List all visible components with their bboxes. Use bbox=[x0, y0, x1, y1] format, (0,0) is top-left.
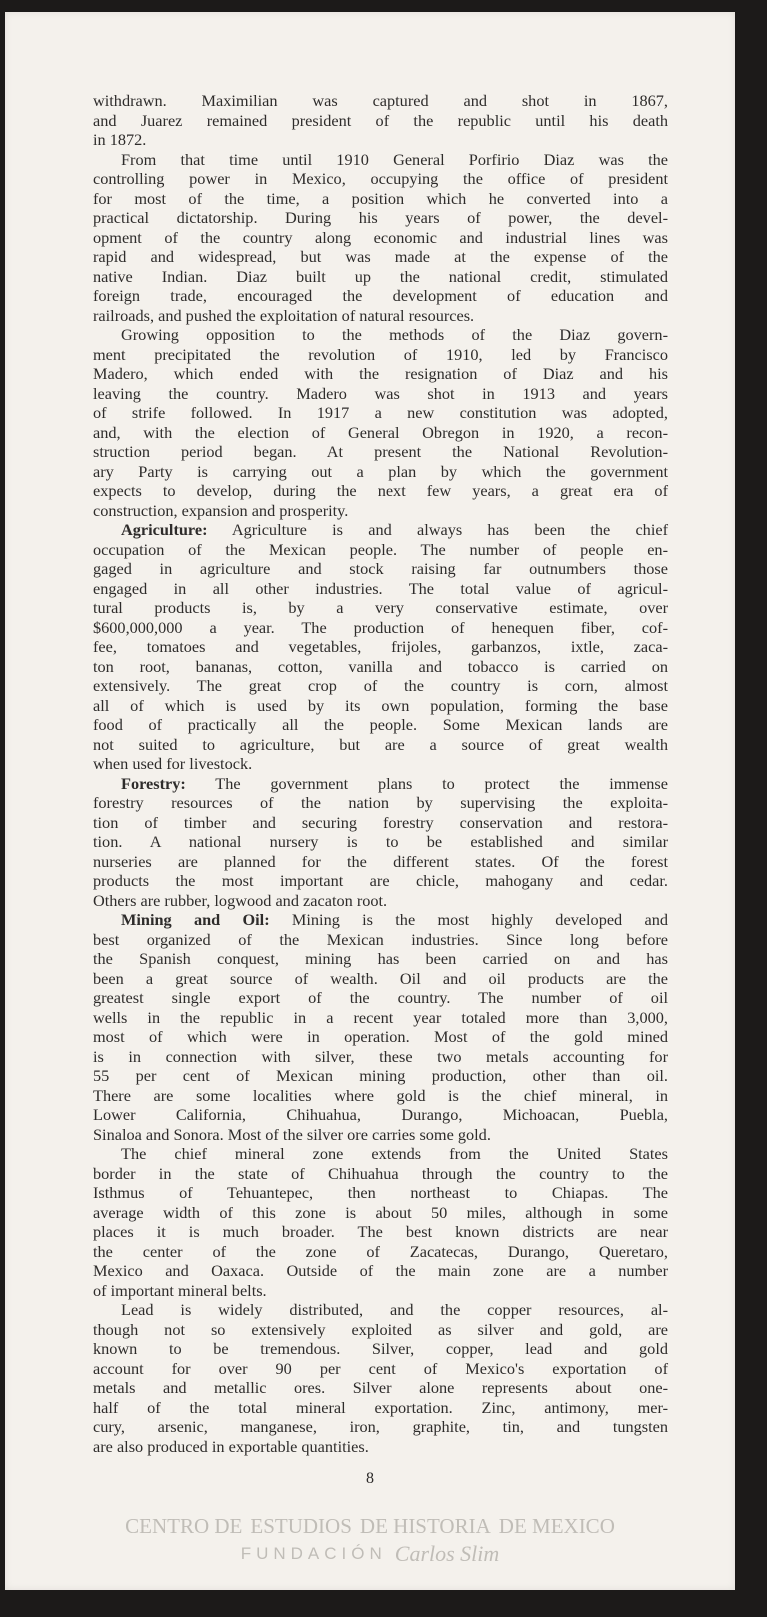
line-text: places it is much broader. The best known districts are near bbox=[93, 1222, 668, 1241]
line-text: metals and metallic ores. Silver alone represents about one- bbox=[93, 1378, 668, 1397]
text-line bbox=[93, 520, 668, 540]
text-line bbox=[93, 462, 668, 482]
text-line bbox=[93, 1417, 668, 1437]
paragraph bbox=[93, 910, 668, 1144]
line-text: railroads, and pushed the exploitation of natural resources. bbox=[93, 305, 475, 325]
line-text: construction, expansion and prosperity. bbox=[93, 500, 349, 520]
line-text: struction period began. At present the National Revolution- bbox=[93, 442, 668, 461]
line-text: controlling power in Mexico, occupying the office of president bbox=[93, 169, 668, 188]
text-line bbox=[93, 1300, 668, 1320]
text-line bbox=[93, 111, 668, 131]
text-line bbox=[93, 364, 668, 384]
paragraph bbox=[93, 774, 668, 911]
text-line bbox=[93, 1378, 668, 1398]
watermark-logo bbox=[5, 1512, 735, 1568]
text-line bbox=[93, 150, 668, 170]
text-line bbox=[93, 247, 668, 267]
text-line bbox=[93, 579, 668, 599]
text-line bbox=[93, 91, 668, 111]
text-line bbox=[93, 891, 668, 911]
text-line bbox=[93, 637, 668, 657]
line-text: tural products is, by a very conservative estimate, over bbox=[93, 598, 668, 617]
line-text: best organized of the Mexican industries. Since long before bbox=[93, 929, 668, 949]
text-line bbox=[93, 598, 668, 618]
line-text: Lead is widely distributed, and the copper resources, al- bbox=[121, 1300, 668, 1319]
line-text: occupation of the Mexican people. The number of people en- bbox=[93, 539, 668, 559]
line-text: wells in the republic in a recent year totaled more than 3,000, bbox=[93, 1007, 668, 1027]
line-text: are also produced in exportable quantities. bbox=[93, 1436, 369, 1456]
line-text: is in connection with silver, these two metals accounting for bbox=[93, 1046, 668, 1066]
line-text: Mexico and Oaxaca. Outside of the main zone are a number bbox=[93, 1261, 668, 1280]
watermark-title-row bbox=[5, 1512, 735, 1540]
text-line bbox=[93, 969, 668, 989]
watermark-line: DE HISTORIA bbox=[359, 1514, 491, 1538]
text-line bbox=[93, 423, 668, 443]
text-line bbox=[93, 1320, 668, 1340]
text-line bbox=[93, 345, 668, 365]
text-line bbox=[93, 130, 668, 150]
line-text: Madero, which ended with the resignation of Diaz and his bbox=[93, 364, 668, 383]
watermark-signature: Carlos Slim bbox=[394, 1541, 500, 1566]
text-line bbox=[93, 774, 668, 794]
line-text: withdrawn. Maximilian was captured and shot in 1867, bbox=[93, 91, 668, 110]
text-line bbox=[93, 949, 668, 969]
watermark-line: CENTRO DE bbox=[125, 1514, 243, 1538]
text-line bbox=[93, 1008, 668, 1028]
line-text: 55 per cent of Mexican mining production, other than oil. bbox=[93, 1066, 668, 1085]
line-text: food of practically all the people. Some Mexican lands are bbox=[93, 715, 668, 734]
line-text: The government plans to protect the immense bbox=[185, 773, 668, 793]
line-text: practical dictatorship. During his years of power, the devel- bbox=[93, 208, 668, 227]
watermark-line: ESTUDIOS bbox=[250, 1514, 352, 1538]
line-text: known to be tremendous. Silver, copper, lead and gold bbox=[93, 1339, 668, 1358]
text-line bbox=[93, 1105, 668, 1125]
paragraph bbox=[93, 1144, 668, 1300]
line-text: account for over 90 per cent of Mexico's exportation of bbox=[93, 1358, 668, 1378]
text-line bbox=[93, 325, 668, 345]
line-text: half of the total mineral exportation. Zinc, antimony, mer- bbox=[93, 1397, 668, 1417]
text-line bbox=[93, 559, 668, 579]
text-line bbox=[93, 540, 668, 560]
paragraph bbox=[93, 150, 668, 326]
line-text: leaving the country. Madero was shot in 1913 and years bbox=[93, 383, 668, 403]
line-text: for most of the time, a position which he converted into a bbox=[93, 188, 668, 208]
text-line bbox=[93, 1183, 668, 1203]
text-line bbox=[93, 676, 668, 696]
paragraph bbox=[93, 1300, 668, 1456]
line-text: gaged in agriculture and stock raising far outnumbers those bbox=[93, 559, 668, 578]
line-text: and, with the election of General Obregon in 1920, a recon- bbox=[93, 422, 668, 442]
paragraph bbox=[93, 325, 668, 520]
text-line bbox=[93, 988, 668, 1008]
line-text: From that time until 1910 General Porfirio Diaz was the bbox=[121, 149, 668, 169]
text-line bbox=[93, 1242, 668, 1262]
text-line bbox=[93, 832, 668, 852]
section-heading: Forestry: bbox=[121, 773, 186, 793]
text-line bbox=[93, 1047, 668, 1067]
text-line bbox=[93, 1027, 668, 1047]
text-line bbox=[93, 910, 668, 930]
text-line bbox=[93, 1066, 668, 1086]
line-text: foreign trade, encouraged the development of education and bbox=[93, 286, 668, 305]
text-line bbox=[93, 930, 668, 950]
text-line bbox=[93, 1164, 668, 1184]
line-text: Others are rubber, logwood and zacaton root. bbox=[93, 890, 388, 910]
line-text: Isthmus of Tehuantepec, then northeast to Chiapas. The bbox=[93, 1183, 668, 1202]
text-line bbox=[93, 1203, 668, 1223]
paragraph bbox=[93, 91, 668, 150]
line-text: all of which is used by its own population, forming the base bbox=[93, 695, 668, 715]
line-text: expects to develop, during the next few years, a great era of bbox=[93, 481, 668, 500]
line-text: though not so extensively exploited as silver and gold, are bbox=[93, 1319, 668, 1339]
document-page bbox=[5, 12, 735, 1590]
line-text: engaged in all other industries. The total value of agricul- bbox=[93, 578, 668, 598]
line-text: products the most important are chicle, mahogany and cedar. bbox=[93, 871, 668, 890]
line-text: tion. A national nursery is to be established and similar bbox=[93, 832, 668, 851]
page-number: 8 bbox=[366, 1470, 374, 1487]
line-text: when used for livestock. bbox=[93, 754, 253, 773]
text-line bbox=[93, 501, 668, 521]
text-line bbox=[93, 696, 668, 716]
text-line bbox=[93, 618, 668, 638]
paragraph bbox=[93, 520, 668, 774]
line-text: most of which were in operation. Most of the gold mined bbox=[93, 1027, 668, 1046]
line-text: opment of the country along economic and industrial lines was bbox=[93, 227, 668, 247]
line-text: The chief mineral zone extends from the United States bbox=[121, 1144, 668, 1163]
line-text: $600,000,000 a year. The production of henequen fiber, cof- bbox=[93, 617, 668, 637]
text-line bbox=[93, 1398, 668, 1418]
watermark-foundation: FUNDACIÓN bbox=[240, 1544, 387, 1563]
text-line bbox=[93, 169, 668, 189]
text-line bbox=[93, 1437, 668, 1457]
text-line bbox=[93, 442, 668, 462]
line-text: average width of this zone is about 50 miles, although in some bbox=[93, 1202, 668, 1222]
line-text: native Indian. Diaz built up the national credit, stimulated bbox=[93, 266, 668, 286]
text-line bbox=[93, 1125, 668, 1145]
text-line bbox=[93, 1086, 668, 1106]
text-line bbox=[93, 715, 668, 735]
text-line bbox=[93, 1144, 668, 1164]
text-line bbox=[93, 189, 668, 209]
text-line bbox=[93, 267, 668, 287]
line-text: the center of the zone of Zacatecas, Durango, Queretaro, bbox=[93, 1241, 668, 1261]
line-text: ton root, bananas, cotton, vanilla and tobacco is carried on bbox=[93, 656, 668, 676]
line-text: fee, tomatoes and vegetables, frijoles, garbanzos, ixtle, zaca- bbox=[93, 637, 668, 656]
text-line bbox=[93, 1281, 668, 1301]
line-text: Growing opposition to the methods of the Diaz govern- bbox=[121, 325, 668, 344]
line-text: and Juarez remained president of the republic until his death bbox=[93, 110, 668, 130]
text-line bbox=[93, 735, 668, 755]
line-text: of important mineral belts. bbox=[93, 1280, 267, 1300]
line-text: cury, arsenic, manganese, iron, graphite, tin, and tungsten bbox=[93, 1417, 668, 1436]
text-line bbox=[93, 228, 668, 248]
line-text: Lower California, Chihuahua, Durango, Michoacan, Puebla, bbox=[93, 1105, 668, 1124]
text-line bbox=[93, 286, 668, 306]
section-heading: Mining and Oil: bbox=[121, 910, 270, 929]
line-text: in 1872. bbox=[93, 130, 147, 149]
line-text: forestry resources of the nation by supervising the exploita- bbox=[93, 793, 668, 812]
line-text: greatest single export of the country. The number of oil bbox=[93, 988, 668, 1007]
line-text: been a great source of wealth. Oil and oil products are the bbox=[93, 968, 668, 988]
line-text: not suited to agriculture, but are a source of great wealth bbox=[93, 734, 668, 754]
line-text: of strife followed. In 1917 a new constitution was adopted, bbox=[93, 403, 668, 422]
text-line bbox=[93, 754, 668, 774]
text-line bbox=[93, 852, 668, 872]
line-text: There are some localities where gold is the chief mineral, in bbox=[93, 1085, 668, 1105]
text-line bbox=[93, 1339, 668, 1359]
watermark-foundation-row bbox=[5, 1540, 735, 1568]
text-line bbox=[93, 306, 668, 326]
line-text: Agriculture is and always has been the chief bbox=[207, 520, 668, 539]
text-line bbox=[93, 384, 668, 404]
line-text: nurseries are planned for the different states. Of the forest bbox=[93, 851, 668, 871]
text-line bbox=[93, 481, 668, 501]
text-line bbox=[93, 1261, 668, 1281]
line-text: rapid and widespread, but was made at the expense of the bbox=[93, 247, 668, 266]
text-line bbox=[93, 657, 668, 677]
text-line bbox=[93, 1222, 668, 1242]
body-text bbox=[93, 91, 668, 1456]
line-text: tion of timber and securing forestry conservation and restora- bbox=[93, 812, 668, 832]
line-text: ary Party is carrying out a plan by which the government bbox=[93, 461, 668, 481]
text-line bbox=[93, 871, 668, 891]
line-text: Mining is the most highly developed and bbox=[269, 910, 668, 929]
line-text: ment precipitated the revolution of 1910, led by Francisco bbox=[93, 344, 668, 364]
text-line bbox=[93, 208, 668, 228]
line-text: border in the state of Chihuahua through the country to the bbox=[93, 1163, 668, 1183]
text-line bbox=[93, 403, 668, 423]
text-line bbox=[93, 813, 668, 833]
watermark-line: DE MEXICO bbox=[498, 1514, 615, 1538]
line-text: the Spanish conquest, mining has been carried on and has bbox=[93, 949, 668, 968]
line-text: Sinaloa and Sonora. Most of the silver ore carries some gold. bbox=[93, 1124, 491, 1144]
section-heading: Agriculture: bbox=[121, 520, 208, 539]
text-line bbox=[93, 793, 668, 813]
text-line bbox=[93, 1359, 668, 1379]
line-text: extensively. The great crop of the country is corn, almost bbox=[93, 676, 668, 695]
